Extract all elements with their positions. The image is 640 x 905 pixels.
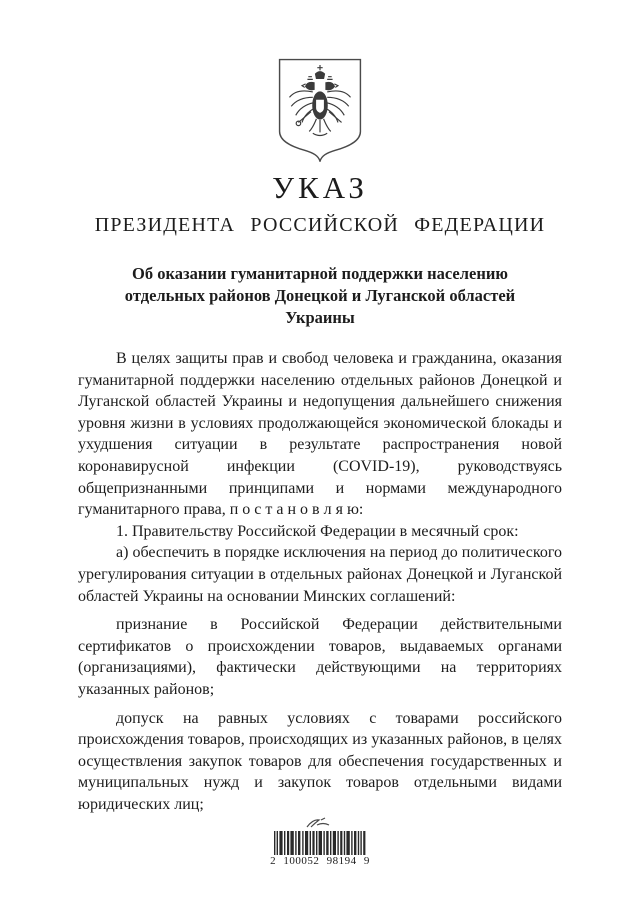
paragraph-item-1: 1. Правительству Российской Федерации в месячный срок:	[116, 522, 519, 540]
paragraph-certificates: признание в Российской Федерации действительными сертификатов о происхождении товаров, выдаваемых органами (организациями), фактически действующими на территориях указанных районов;	[78, 616, 562, 698]
barcode-block	[265, 817, 375, 867]
barcode-digits: 2 100052 98194 9	[270, 855, 370, 867]
barcode-icon	[274, 831, 366, 855]
paragraph-preamble: В целях защиты прав и свобод человека и гражданина, оказания гуманитарной поддержки населению отдельных районов Донецкой и Луганской областей Украины и недопущения дальнейшего снижения уровня жизни в условиях продолжающейся экономической блокады и ухудшения ситуации в результате распространения новой коронавирусной инфекции (COVID-19), руководствуясь общепризнанными принципами и нормами международного гуманитарного права, п о с т а н о в л я ю:	[78, 350, 562, 519]
decree-title: Об оказании гуманитарной поддержки населению отдельных районов Донецкой и Луганской областей Украины	[124, 264, 516, 327]
paragraph-procurement: допуск на равных условиях с товарами российского происхождения товаров, происходящих из указанных районов, в целях осуществления закупок товаров для обеспечения государственных и муниципальных нужд и закупок товаров отдельными видами юридических лиц;	[78, 709, 562, 813]
paragraph-item-1a: а) обеспечить в порядке исключения на период до политического урегулирования ситуации в отдельных районах Донецкой и Луганской областей Украины на основании Минских соглашений:	[78, 544, 562, 605]
issuer-line: ПРЕЗИДЕНТА РОССИЙСКОЙ ФЕДЕРАЦИИ	[94, 214, 546, 236]
decree-type-heading: УКАЗ	[272, 170, 368, 205]
decree-body	[78, 348, 562, 815]
coat-of-arms-icon	[275, 56, 365, 162]
handwritten-mark-icon	[305, 817, 335, 830]
